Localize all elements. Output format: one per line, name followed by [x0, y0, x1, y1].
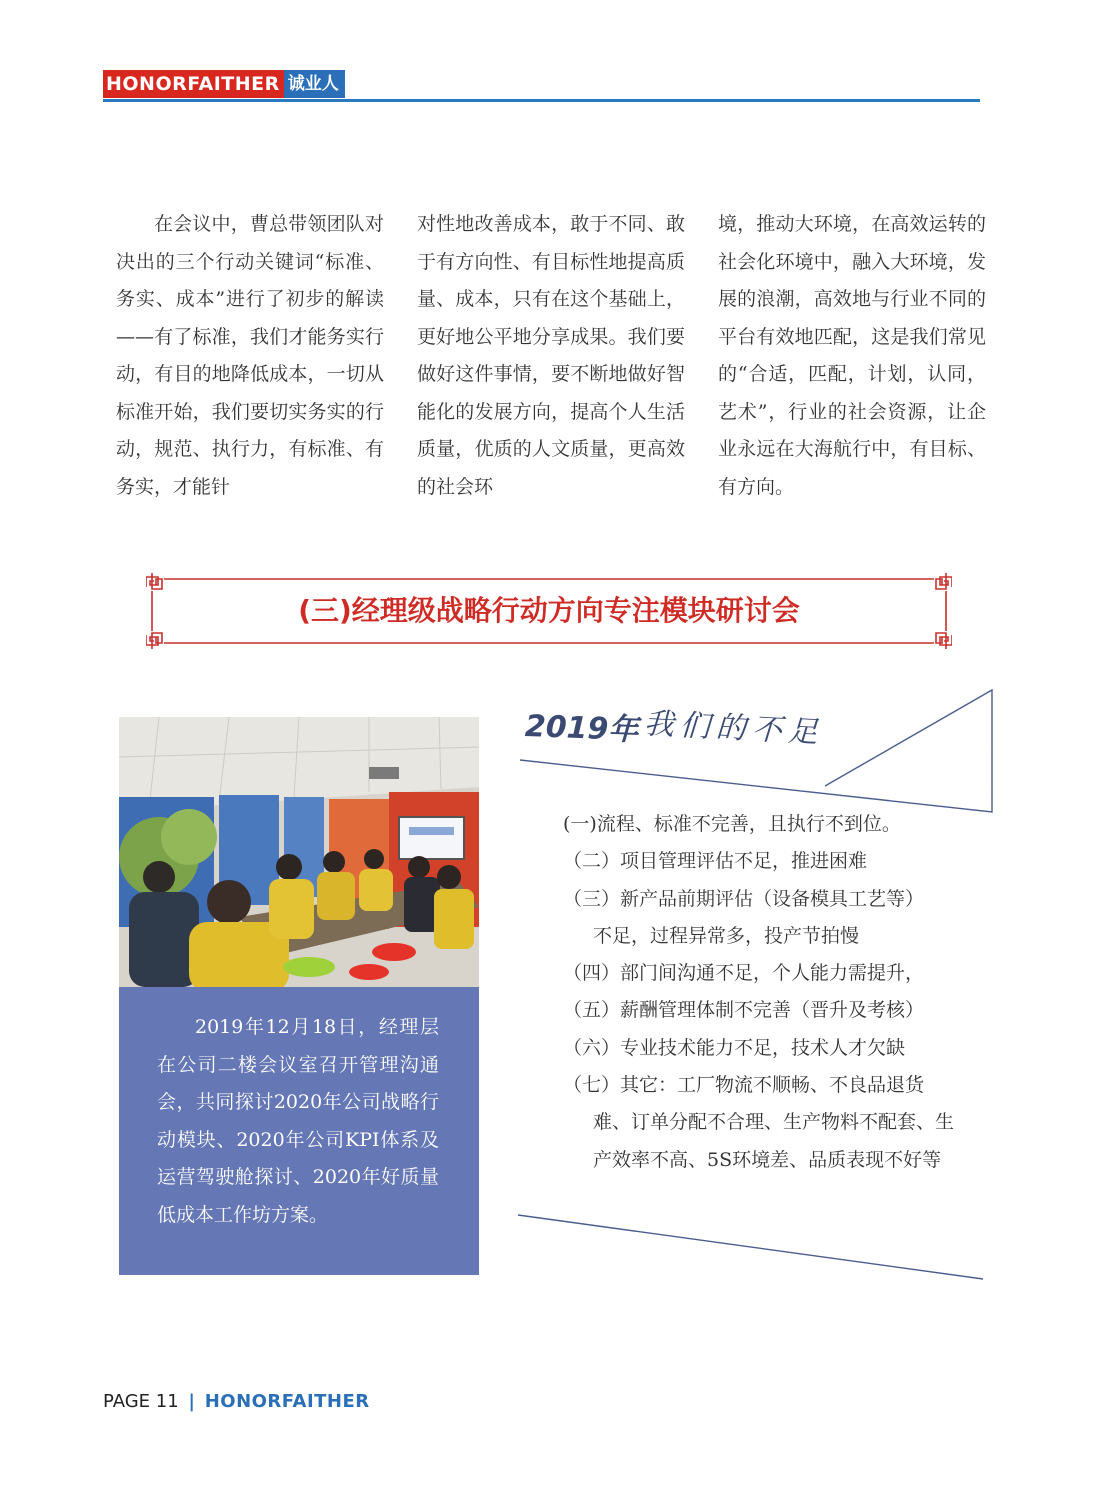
- panel-heading-text: 我们的不足: [642, 706, 825, 751]
- column-1-text: 在会议中，曹总带领团队对决出的三个行动关键词“标准、务实、成本”进行了初步的解读——有了标准，我们才能务实行动，有目的地降低成本，一切从标准开始，我们要切实务实的行动，规范、执行力，有标准、有务实，才能针: [116, 213, 384, 498]
- footer-brand: HONORFAITHER: [204, 1391, 370, 1412]
- column-2-text: 对性地改善成本，敢于不同、敢于有方向性、有目标性地提高质量、成本，只有在这个基础上，更好地公平地分享成果。我们要做好这件事情，要不断地做好智能化的发展方向，提高个人生活质量，优质的人文质量，更高效的社会环: [417, 213, 685, 498]
- list-item: （二）项目管理评估不足，推进困难: [563, 850, 868, 873]
- list-item: (一)流程、标准不完善，且执行不到位。: [563, 813, 901, 835]
- text-column-1: [116, 206, 384, 506]
- column-3-text: 境，推动大环境，在高效运转的社会化环境中，融入大环境，发展的浪潮，高效地与行业不同的平台有效地匹配，这是我们常见的“合适，匹配，计划，认同，艺术”，行业的社会资源，让企业永远在大海航行中，有目标、有方向。: [718, 213, 986, 498]
- list-item: （六）专业技术能力不足，技术人才欠缺: [563, 1036, 906, 1059]
- section-banner: [146, 573, 952, 649]
- meeting-photo: [119, 717, 479, 987]
- panel-heading: [524, 703, 825, 751]
- footer-separator: |: [188, 1391, 195, 1412]
- page-footer: [103, 1391, 370, 1412]
- list-item: （七）其它：工厂物流不顺畅、不良品退货 难、订单分配不合理、生产物料不配套、生产效率不高、5S环境差、品质表现不好等: [563, 1074, 955, 1171]
- page-number: PAGE 11: [103, 1391, 179, 1412]
- header-rule: [103, 99, 980, 102]
- header-logo: [103, 70, 345, 98]
- section-title: (三)经理级战略行动方向专注模块研讨会: [298, 594, 800, 627]
- photo-caption: [157, 1009, 439, 1234]
- shortcomings-list: [563, 806, 958, 1179]
- text-column-3: [718, 206, 986, 506]
- panel-heading-year: 2019年: [524, 709, 639, 748]
- photo-caption-box: [119, 987, 479, 1275]
- list-item: （五）薪酬管理体制不完善（晋升及考核）: [563, 999, 925, 1022]
- photo-caption-text: 2019年12月18日，经理层在公司二楼会议室召开管理沟通会，共同探讨2020年公司战略行动模块、2020年公司KPI体系及运营驾驶舱探讨、2020年好质量低成本工作坊方案。: [157, 1016, 439, 1226]
- header-brand-cn: 诚业人: [284, 70, 345, 98]
- header-brand: HONORFAITHER: [103, 70, 284, 98]
- text-column-2: [417, 206, 685, 506]
- list-item: （三）新产品前期评估（设备模具工艺等） 不足，过程异常多，投产节拍慢: [563, 887, 925, 947]
- list-item: （四）部门间沟通不足，个人能力需提升，: [563, 962, 925, 985]
